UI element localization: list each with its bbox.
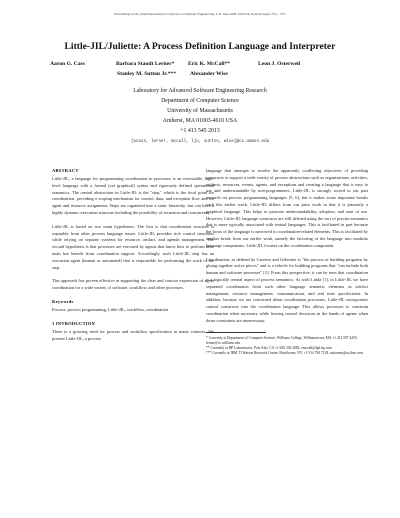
introduction-heading: 1 INTRODUCTION bbox=[52, 320, 95, 326]
author-osterweil: Leon J. Osterweil bbox=[258, 61, 301, 67]
abstract-paragraph-3: This approach has proven effective in supporting the clear and concise expression of agent coordination for a wide variety of software, workflow, and other processes. bbox=[52, 278, 214, 291]
affiliation-lab: Laboratory for Advanced Software Engineering Research bbox=[133, 88, 267, 94]
footnote-lerner: * Currently at Department of Computer Science, Williams College, Williamstown, MA +1 413 597 4255; lerner@cs.williams.edu bbox=[206, 335, 358, 345]
affiliation-phone: +1 413 545 2013 bbox=[180, 128, 220, 134]
affiliation-city: Amherst, MA 01003-4610 USA bbox=[162, 118, 238, 124]
right-column bbox=[206, 168, 368, 357]
left-column bbox=[52, 168, 214, 349]
author-cass: Aaron G. Cass bbox=[50, 61, 85, 67]
keywords-heading: Keywords bbox=[52, 298, 74, 304]
affiliation-univ: University of Massachusetts bbox=[167, 108, 233, 114]
footnote-mccall: ** Currently at HP Laboratories, Palo Alto, CA +1 650 236 2882, emccall@hpl.hp.com bbox=[206, 346, 332, 351]
abstract-paragraph-1: Little-JIL, a language for programming coordination in processes is an executable, high-level language with a formal (yet graphical) syntax and rigorously defined operational semantics. The central abstraction in Little-JIL is the "step," which is the focal point for coordination, providing a scoping mechanism for control, data, and exception flow and for agent and resource assignment. Steps are organized into a static hierarchy, but can have a highly dynamic execution structure including the possibility of recursion and concurrency. bbox=[52, 176, 214, 215]
abstract-paragraph-2: Little-JIL is based on two main hypotheses. The first is that coordination structure is separable from other process language issues. Little-JIL provides rich control structures while relying on separate systems for resource, artifact, and agenda management. The second hypothesis is that processes are executed by agents that know how to perform their tasks but benefit from coordination support. Accordingly, each Little-JIL step has an execution agent (human or automated) that is responsible for performing the work of the step. bbox=[52, 223, 214, 270]
author-sutton: Stanley M. Sutton Jr.*** bbox=[117, 71, 176, 77]
paper-title: Little-JIL/Juliette: A Process Definition Language and Interpreter bbox=[64, 41, 336, 52]
footnote-divider bbox=[206, 332, 266, 333]
introduction-paragraph: There is a growing need for process and workflow specification in many contexts. We present Little-JIL, a process bbox=[52, 328, 214, 341]
author-mccall: Eric K. McCall** bbox=[188, 61, 231, 67]
author-wise: Alexander Wise bbox=[190, 71, 228, 77]
keywords-text: Process, process programming, Little-JIL, workflow, coordination bbox=[52, 306, 169, 312]
affiliation-dept: Department of Computer Science bbox=[161, 98, 239, 104]
author-emails: {acass, lerner, mccall, ljo, sutton, wise}@cs.umass.edu bbox=[130, 140, 270, 144]
body-paragraph-1: language that attempts to resolve the apparently conflicting objectives of providing constructs to support a wide variety of process abstractions such as organizations, activities, artifacts, resources, events, agents, and exceptions and creating a language that is easy to use and understandable by non-programmers. Little-JIL is strongly rooted in our past research on process programming languages [5, 6], but it makes some important breaks with this earlier work. Little-JIL differs from our prior work in that it is primarily a graphical language. This helps to promote understandability, adoption, and ease of use. However, Little-JIL language constructs are still defined using the sort of precise semantics that is more typically associated with textual languages. This is facilitated in part because the focus of the language is narrowed to coordination-related elements. This is facilitated by another break from our earlier work, namely the factoring of the language into modular language components. Little-JIL focuses on the coordination component. bbox=[206, 168, 368, 248]
proceedings-header: Proceedings of the 22nd International Conference on Software Engineering, 4-11 June 2000, Limerick, Ireland, Pages 754 -- 757. bbox=[114, 12, 286, 16]
footnote-sutton: *** Currently at IBM TJ Watson Research Center, Hawthorne, NY, +1 914 784 7128, suttonsm@us.ibm.com bbox=[206, 351, 364, 356]
author-lerner: Barbara Staudt Lerner* bbox=[116, 61, 175, 67]
abstract-heading: ABSTRACT bbox=[52, 168, 79, 173]
body-paragraph-2: Coordination, as defined by Carriero and Gelernter is "the process of building programs by gluing together active pieces" and is a vehicle for building programs that "can include both human and software processes" [1]. From this perspective, it can be seen that coordination is a logically central aspect of process semantics. As with Linda [1], in Little-JIL we have separated coordination from such other language semantic elements as artifact management, resource management, communication, and real time specification. In addition, because we are concerned about coordination processes, Little-JIL incorporates control constructs into the coordination language. This allows processes to constrain coordination when necessary while leaving control decisions in the hands of agents when those constraints are unnecessary. bbox=[206, 256, 368, 323]
